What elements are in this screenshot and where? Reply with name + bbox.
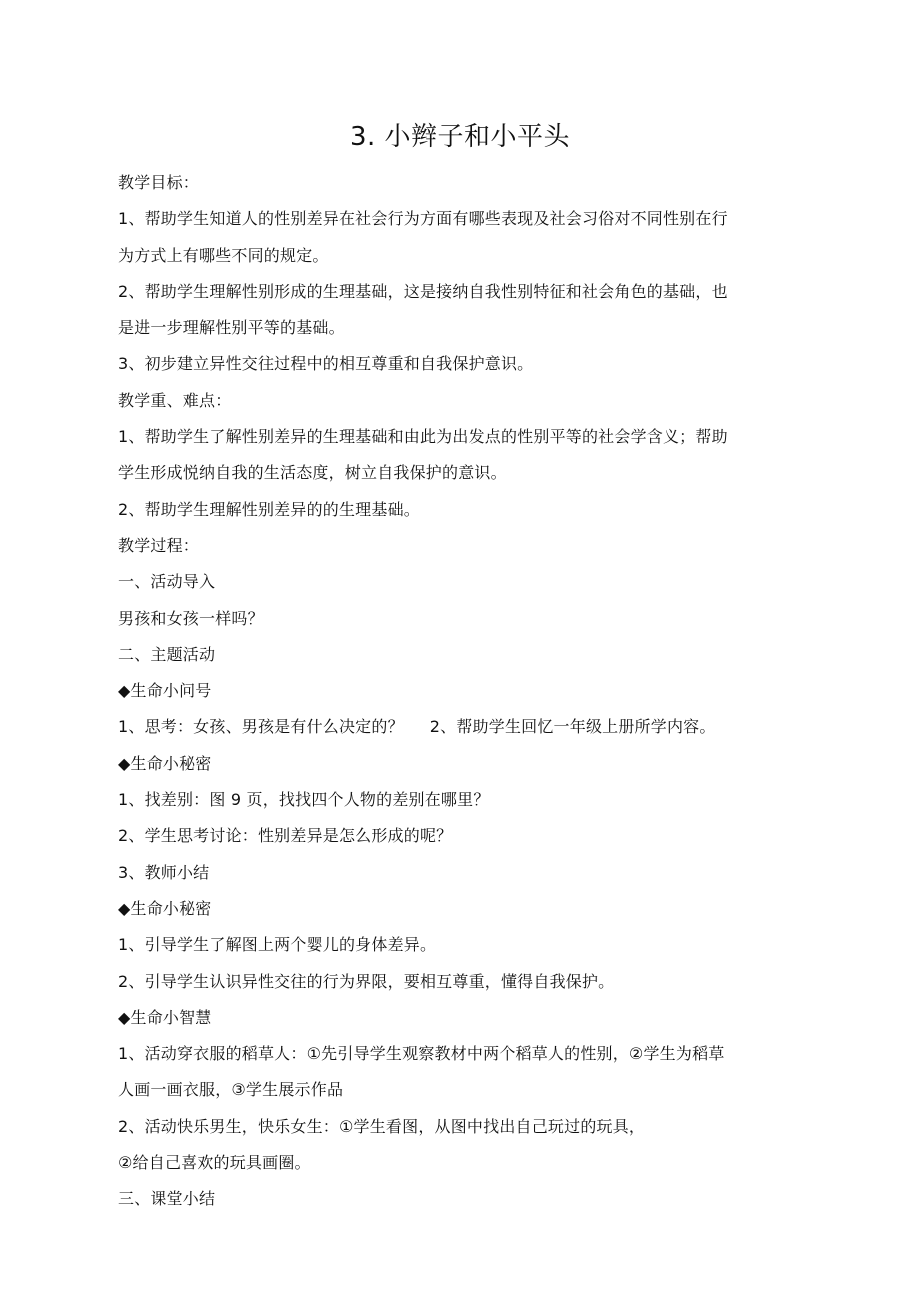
secret-1-item-3: 3、教师小结 (118, 862, 210, 882)
activity-secret-2: ◆生命小秘密 (118, 898, 212, 918)
wisdom-item-2-line-1: 2、活动快乐男生，快乐女生：①学生看图，从图中找出自己玩过的玩具， (118, 1116, 646, 1136)
secret-2-item-1: 1、引导学生了解图上两个婴儿的身体差异。 (118, 935, 437, 955)
secret-1-item-1: 1、找差别：图 9 页，找找四个人物的差别在哪里？ (118, 790, 490, 810)
secret-2-item-2: 2、引导学生认识异性交往的行为界限，要相互尊重，懂得自我保护。 (118, 971, 615, 991)
step-1-question: 男孩和女孩一样吗？ (118, 608, 264, 628)
section-heading-process: 教学过程： (118, 535, 200, 555)
wisdom-item-2-line-2: ②给自己喜欢的玩具画圈。 (118, 1153, 311, 1173)
key-point-1-line-1: 1、帮助学生了解性别差异的生理基础和由此为出发点的性别平等的社会学含义；帮助 (118, 427, 728, 447)
question-item-2: 2、帮助学生回忆一年级上册所学内容。 (429, 717, 716, 737)
key-point-2: 2、帮助学生理解性别差异的的生理基础。 (118, 499, 420, 519)
section-heading-objectives: 教学目标： (118, 173, 200, 192)
wisdom-item-1-line-1: 1、活动穿衣服的稻草人：①先引导学生观察教材中两个稻草人的性别，②学生为稻草 (118, 1044, 725, 1064)
activity-secret-1: ◆生命小秘密 (118, 753, 212, 773)
wisdom-item-1-line-2: 人画一画衣服，③学生展示作品 (118, 1080, 344, 1100)
objective-3: 3、初步建立异性交往过程中的相互尊重和自我保护意识。 (118, 354, 534, 374)
objective-2-line-1: 2、帮助学生理解性别形成的生理基础，这是接纳自我性别特征和社会角色的基础，也 (118, 281, 728, 301)
objective-2-line-2: 是进一步理解性别平等的基础。 (118, 318, 345, 338)
objective-1-line-2: 为方式上有哪些不同的规定。 (118, 245, 329, 265)
secret-1-item-2: 2、学生思考讨论：性别差异是怎么形成的呢？ (118, 826, 453, 846)
document-body (118, 165, 768, 1218)
key-point-1-line-2: 学生形成悦纳自我的生活态度，树立自我保护的意识。 (118, 463, 507, 483)
step-3-heading: 三、课堂小结 (118, 1189, 216, 1209)
document-title: 3. 小辫子和小平头 (349, 122, 571, 152)
step-2-heading: 二、主题活动 (118, 644, 216, 664)
question-item-1: 1、思考：女孩、男孩是有什么决定的？ (118, 717, 404, 737)
section-heading-key-points: 教学重、难点： (118, 390, 232, 410)
activity-wisdom: ◆生命小智慧 (118, 1007, 212, 1027)
step-1-heading: 一、活动导入 (118, 572, 216, 592)
objective-1-line-1: 1、帮助学生知道人的性别差异在社会行为方面有哪些表现及社会习俗对不同性别在行 (118, 209, 728, 229)
activity-question-mark: ◆生命小问号 (118, 681, 212, 701)
activity-question-items (118, 709, 768, 745)
